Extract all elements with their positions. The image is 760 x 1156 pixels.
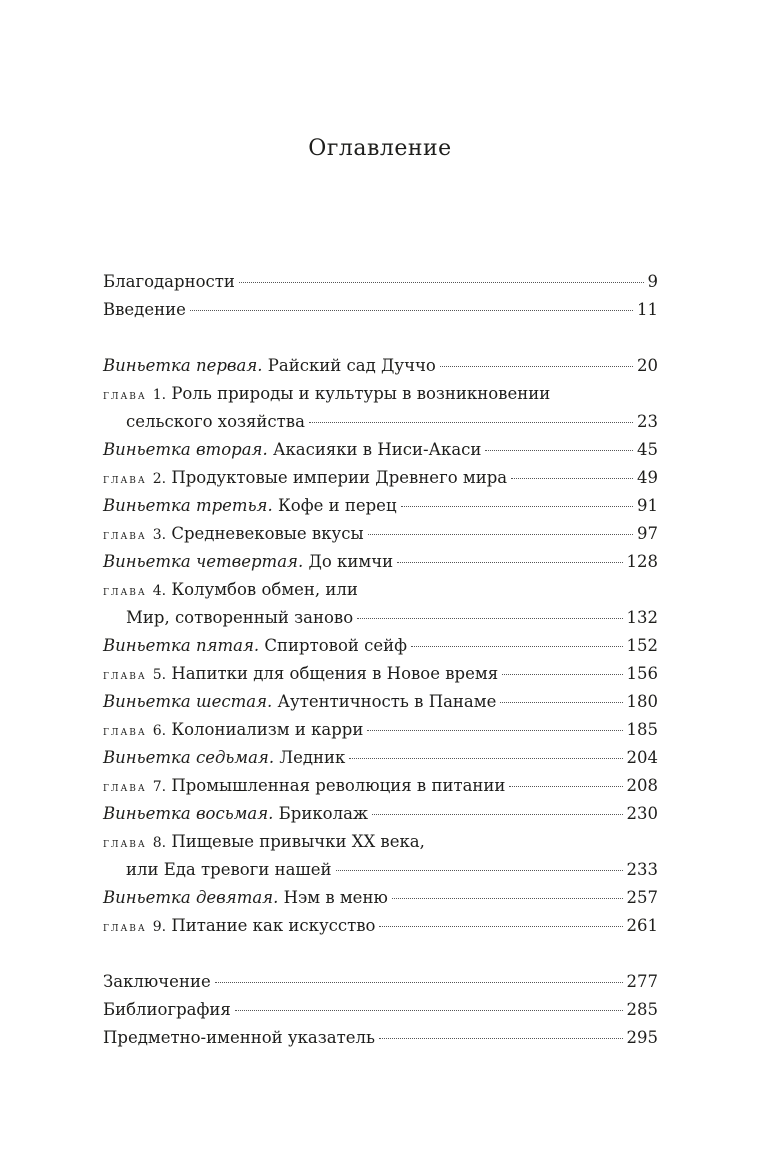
table-of-contents [103, 268, 658, 1052]
chapter-number: 5. [152, 667, 167, 683]
toc-chapter-entry[interactable] [103, 464, 658, 492]
toc-page-number: 208 [626, 776, 658, 795]
toc-page-number: 257 [626, 888, 658, 907]
toc-vignette-entry[interactable] [103, 436, 658, 464]
toc-entry-label: Предметно-именной указатель [103, 1028, 375, 1047]
toc-entry[interactable] [103, 996, 658, 1024]
toc-vignette-entry[interactable] [103, 632, 658, 660]
chapter-number: 1. [152, 387, 167, 403]
toc-entry-label: Библиография [103, 1000, 231, 1019]
toc-entry-label: Пищевые привычки XX века, [171, 832, 425, 851]
dot-leader [502, 674, 622, 675]
dot-leader [379, 1038, 623, 1039]
toc-entry-label: Заключение [103, 972, 211, 991]
vignette-label: Виньетка пятая. [103, 636, 260, 655]
toc-entry-label: До кимчи [308, 552, 394, 571]
vignette-label: Виньетка восьмая. [103, 804, 274, 823]
chapter-number: 2. [152, 471, 167, 487]
toc-entry-label: Продуктовые империи Древнего мира [171, 468, 508, 487]
toc-page-number: 285 [626, 1000, 658, 1019]
toc-vignette-entry[interactable] [103, 492, 658, 520]
toc-vignette-entry[interactable] [103, 688, 658, 716]
vignette-label: Виньетка седьмая. [103, 748, 275, 767]
vignette-label: Виньетка девятая. [103, 888, 279, 907]
vignette-label: Виньетка третья. [103, 496, 273, 515]
chapter-number: 7. [152, 779, 167, 795]
chapter-marker: глава [103, 667, 147, 682]
dot-leader [511, 478, 633, 479]
toc-page-number: 97 [637, 524, 658, 543]
chapter-number: 3. [152, 527, 167, 543]
dot-leader [392, 898, 623, 899]
toc-entry-label: Питание как искусство [171, 916, 376, 935]
toc-page-number: 180 [626, 692, 658, 711]
toc-vignette-entry[interactable] [103, 352, 658, 380]
toc-entry-text [103, 772, 505, 801]
vignette-label: Виньетка шестая. [103, 692, 273, 711]
chapter-marker: глава [103, 723, 147, 738]
toc-entry-label: Аутентичность в Панаме [277, 692, 497, 711]
toc-entry-label: Колониализм и карри [171, 720, 364, 739]
toc-page-number: 204 [626, 748, 658, 767]
toc-page-number: 9 [647, 272, 658, 291]
toc-entry-label: Нэм в меню [283, 888, 388, 907]
toc-chapter-entry[interactable] [103, 380, 658, 408]
page-title: Оглавление [308, 136, 452, 161]
toc-entry-text [103, 716, 363, 745]
toc-entry-label: Промышленная революция в питании [171, 776, 506, 795]
dot-leader [397, 562, 622, 563]
toc-chapter-continuation[interactable] [103, 604, 658, 632]
dot-leader [401, 506, 633, 507]
toc-entry-text [103, 744, 345, 772]
toc-entry-label: Бриколаж [278, 804, 369, 823]
dot-leader [485, 450, 633, 451]
chapter-marker: глава [103, 471, 147, 486]
chapter-number: 9. [152, 919, 167, 935]
toc-page-number: 152 [626, 636, 658, 655]
dot-leader [349, 758, 622, 759]
toc-chapter-entry[interactable] [103, 828, 658, 856]
toc-page-number: 49 [637, 468, 658, 487]
dot-leader [379, 926, 622, 927]
toc-chapter-entry[interactable] [103, 912, 658, 940]
chapter-marker: глава [103, 919, 147, 934]
toc-entry-text [103, 380, 550, 409]
toc-vignette-entry[interactable] [103, 548, 658, 576]
toc-page-number: 295 [626, 1028, 658, 1047]
toc-entry[interactable] [103, 296, 658, 324]
toc-page-number: 156 [626, 664, 658, 683]
toc-chapter-entry[interactable] [103, 576, 658, 604]
toc-entry-text [103, 912, 375, 941]
toc-entry-text [103, 884, 388, 912]
dot-leader [411, 646, 622, 647]
chapter-marker: глава [103, 779, 147, 794]
toc-chapter-entry[interactable] [103, 520, 658, 548]
dot-leader [372, 814, 622, 815]
toc-page-number: 230 [626, 804, 658, 823]
dot-leader [357, 618, 622, 619]
dot-leader [309, 422, 633, 423]
toc-entry-text [103, 660, 498, 689]
toc-page-number: 132 [626, 608, 658, 627]
toc-entry-text [103, 800, 368, 828]
dot-leader [190, 310, 633, 311]
toc-entry[interactable] [103, 268, 658, 296]
toc-entry-label: Райский сад Дуччо [267, 356, 436, 375]
chapter-number: 8. [152, 835, 167, 851]
toc-entry-text [103, 492, 397, 520]
chapter-marker: глава [103, 583, 147, 598]
chapter-number: 6. [152, 723, 167, 739]
toc-entry-text [103, 576, 358, 605]
toc-entry-label: Кофе и перец [277, 496, 397, 515]
dot-leader [368, 534, 633, 535]
toc-entry[interactable] [103, 968, 658, 996]
chapter-number: 4. [152, 583, 167, 599]
toc-entry-label: Спиртовой сейф [264, 636, 408, 655]
toc-entry-text [103, 688, 496, 716]
toc-entry-label-continued: Мир, сотворенный заново [126, 608, 354, 627]
toc-page-number: 20 [637, 356, 658, 375]
vignette-label: Виньетка вторая. [103, 440, 268, 459]
dot-leader [500, 702, 622, 703]
toc-chapter-entry[interactable] [103, 772, 658, 800]
toc-chapter-continuation[interactable] [103, 856, 658, 884]
dot-leader [509, 786, 622, 787]
toc-vignette-entry[interactable] [103, 884, 658, 912]
toc-vignette-entry[interactable] [103, 744, 658, 772]
toc-back-matter [103, 968, 658, 1052]
toc-entry-text [103, 548, 393, 576]
toc-page-number: 261 [626, 916, 658, 935]
toc-entry-label-continued: сельского хозяйства [126, 412, 305, 431]
toc-front-matter [103, 268, 658, 324]
toc-page-number: 45 [637, 440, 658, 459]
toc-entry-text [103, 632, 407, 660]
toc-entry-text [103, 352, 436, 380]
toc-page-number: 91 [637, 496, 658, 515]
toc-vignette-entry[interactable] [103, 800, 658, 828]
toc-entry-text [103, 464, 507, 493]
toc-entry-label: Акасияки в Ниси-Акаси [272, 440, 482, 459]
toc-entry-label: Ледник [279, 748, 346, 767]
toc-entry-label: Колумбов обмен, или [171, 580, 358, 599]
toc-entry-label: Введение [103, 300, 186, 319]
vignette-label: Виньетка первая. [103, 356, 263, 375]
toc-entry[interactable] [103, 1024, 658, 1052]
toc-page-number: 128 [626, 552, 658, 571]
dot-leader [367, 730, 622, 731]
chapter-marker: глава [103, 835, 147, 850]
dot-leader [235, 1010, 623, 1011]
toc-chapter-continuation[interactable] [103, 408, 658, 436]
toc-entry-label: Роль природы и культуры в возникновении [171, 384, 551, 403]
toc-page-number: 23 [637, 412, 658, 431]
dot-leader [215, 982, 623, 983]
toc-body [103, 352, 658, 940]
dot-leader [440, 366, 633, 367]
toc-entry-label-continued: или Еда тревоги нашей [126, 860, 332, 879]
toc-page-number: 277 [626, 972, 658, 991]
toc-chapter-entry[interactable] [103, 716, 658, 744]
chapter-marker: глава [103, 527, 147, 542]
chapter-marker: глава [103, 387, 147, 402]
vignette-label: Виньетка четвертая. [103, 552, 304, 571]
toc-entry-text [103, 436, 481, 464]
toc-entry-text [103, 828, 425, 857]
dot-leader [336, 870, 623, 871]
toc-page-number: 11 [637, 300, 658, 319]
toc-page-number: 185 [626, 720, 658, 739]
toc-entry-label: Благодарности [103, 272, 235, 291]
toc-chapter-entry[interactable] [103, 660, 658, 688]
dot-leader [239, 282, 644, 283]
toc-entry-label: Напитки для общения в Новое время [171, 664, 499, 683]
toc-page-number: 233 [626, 860, 658, 879]
toc-entry-label: Средневековые вкусы [171, 524, 364, 543]
toc-entry-text [103, 520, 364, 549]
